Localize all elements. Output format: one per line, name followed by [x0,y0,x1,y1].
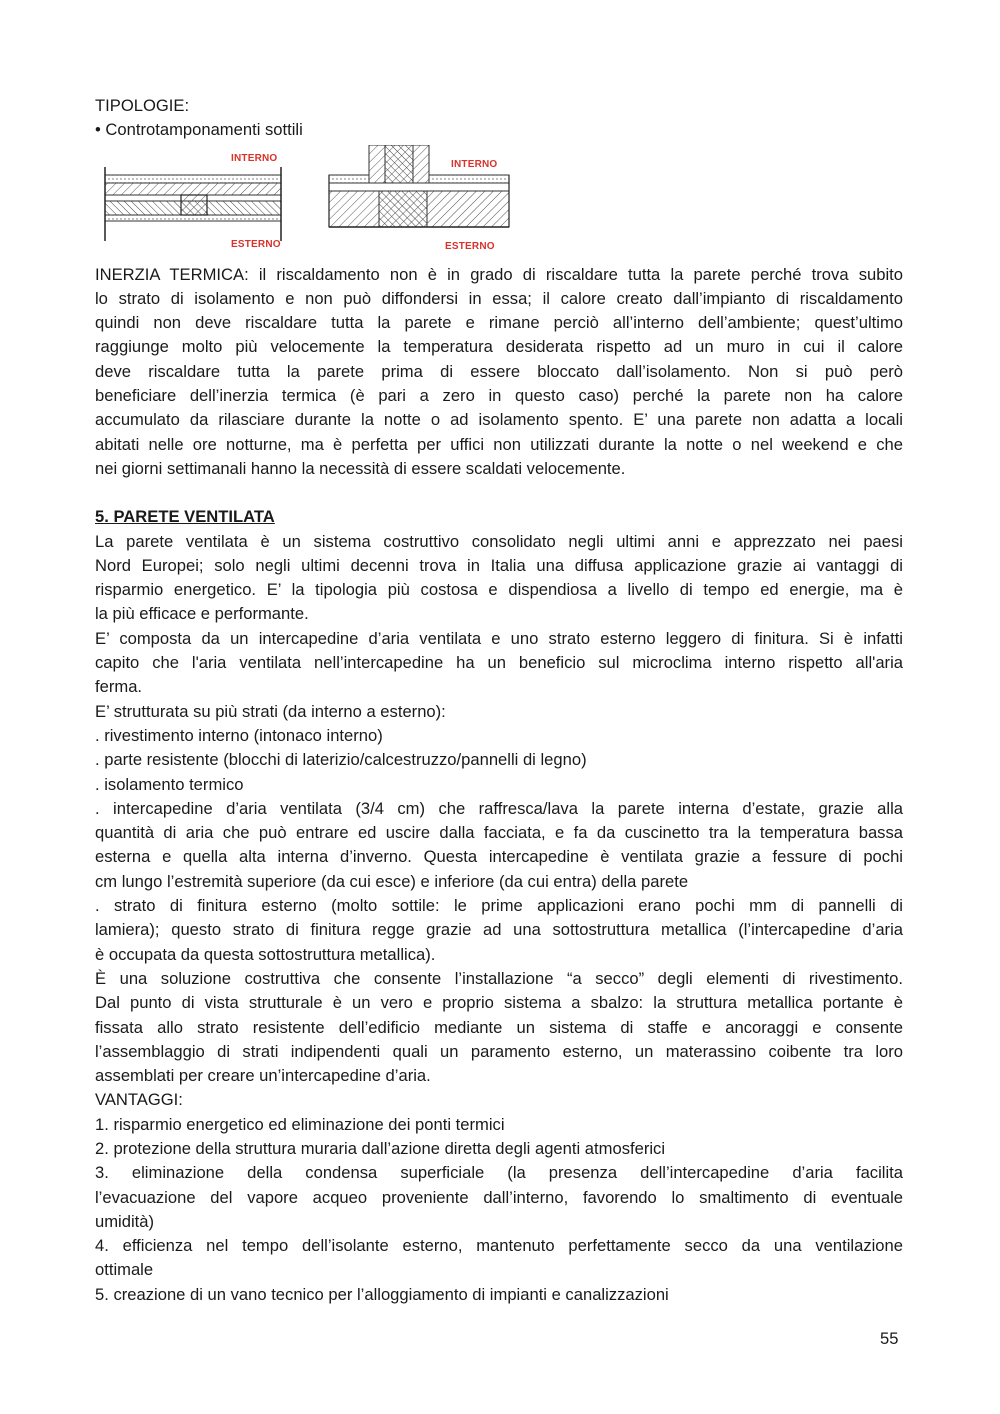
paragraph-line: assemblati per creare un’intercapedine d’aria. [95,1066,431,1086]
document-page [95,94,903,1307]
paragraph-line: abitati nelle ore notturne, ma è perfetta per uffici non utilizzati durante la notte o nel weekend e che [95,434,903,454]
paragraph-line: l’evacuazione del vapore acqueo proveniente dall’interno, favorendo lo smaltimento di eventuale [95,1187,903,1207]
figure-2-external-label: ESTERNO [445,240,495,252]
paragraph-line: Nord Europei; solo negli ultimi decenni trova in Italia una diffusa applicazione grazie ai vantaggi di [95,555,903,575]
wall-section-figures [95,145,903,263]
vantaggi-item-5: 5. creazione di un vano tecnico per l’alloggiamento di impianti e canalizzazioni [95,1284,669,1304]
paragraph-line: raggiunge molto più velocemente la temperatura desiderata rispetto ad un muro in cui il calore [95,337,903,357]
layer-item: . parte resistente (blocchi di laterizio/calcestruzzo/pannelli di legno) [95,750,587,770]
paragraph-line: è occupata da questa sottostruttura metallica). [95,944,436,964]
paragraph-line: umidità) [95,1211,155,1231]
paragraph-line: esterna e quella alta interna d’inverno. Questa intercapedine è ventilata grazie a fessure di pochi [95,847,903,867]
section-heading: 5. PARETE VENTILATA [95,507,275,527]
page-number: 55 [880,1329,899,1348]
paragraph-line: quantità di aria che può entrare ed uscire dalla facciata, e fa da cuscinetto tra la temperatura bassa [95,823,903,843]
figure-controtamponamento-1 [103,145,293,257]
inerzia-termica-paragraph [95,263,903,482]
intro-paragraph [95,530,903,627]
layer-item: . isolamento termico [95,774,244,794]
paragraph-line: capito che l'aria ventilata nell’intercapedine ha un beneficio sul microclima interno rispetto all'aria [95,653,903,673]
finitura-paragraph [95,894,903,967]
vantaggi-item-1: 1. risparmio energetico ed eliminazione dei ponti termici [95,1114,505,1134]
paragraph-line: accumulato da rilasciare durante la notte o ad isolamento spento. E’ una parete non adatta a locali [95,410,903,430]
paragraph-spacer [95,481,903,505]
paragraph-line: INERZIA TERMICA: il riscaldamento non è in grado di riscaldare tutta la parete perché trova subito [95,264,903,284]
paragraph-line: lo strato di isolamento e non può diffondersi in essa; il calore creato dall’impianto di riscaldamento [95,288,903,308]
paragraph-line: La parete ventilata è un sistema costruttivo consolidato negli ultimi anni e apprezzato nei paesi [95,531,903,551]
figure-1-external-label: ESTERNO [231,238,281,250]
paragraph-line: ottimale [95,1260,154,1280]
tipologie-title: TIPOLOGIE: [95,96,190,115]
paragraph-line: . strato di finitura esterno (molto sottile: le prime applicazioni erano pochi mm di pannelli di [95,896,903,916]
paragraph-line: nei giorni settimanali hanno la necessità di essere scaldati velocemente. [95,458,626,478]
tipologie-bullet: • Controtamponamenti sottili [95,120,303,140]
paragraph-line: . intercapedine d’aria ventilata (3/4 cm) che raffresca/lava la parete interna d’estate, grazie alla [95,798,903,818]
secco-paragraph [95,967,903,1088]
layers-title: E’ strutturata su più strati (da interno a esterno): [95,701,446,721]
figure-controtamponamento-2 [327,145,517,257]
paragraph-line: la più efficace e performante. [95,604,309,624]
vantaggi-item-3 [95,1161,903,1234]
paragraph-line: È una soluzione costruttiva che consente l’installazione “a secco” degli elementi di rivestimento. [95,968,903,988]
vantaggi-item-4 [95,1234,903,1283]
paragraph-line: E’ composta da un intercapedine d’aria ventilata e uno strato esterno leggero di finitura. Si è infatti [95,628,903,648]
vantaggi-item-2: 2. protezione della struttura muraria dall’azione diretta degli agenti atmosferici [95,1138,666,1158]
paragraph-line: Dal punto di vista strutturale è un vero e proprio sistema a sbalzo: la struttura metallica portante è [95,993,903,1013]
paragraph-line: quindi non deve riscaldare tutta la parete e rimane perciò all’interno dell’ambiente; quest’ultimo [95,313,903,333]
layer-item: . rivestimento interno (intonaco interno) [95,725,383,745]
figure-2-internal-label: INTERNO [451,158,498,170]
paragraph-line: risparmio energetico. E’ la tipologia più costosa e dispendiosa a livello di tempo ed energie, ma è [95,580,903,600]
intercapedine-paragraph [95,797,903,894]
paragraph-line: 4. efficienza nel tempo dell’isolante esterno, mantenuto perfettamente secco da una ventilazione [95,1236,903,1256]
paragraph-line: l’assemblaggio di strati indipendenti quali un paramento esterno, un materassino coibente tra loro [95,1041,903,1061]
composition-paragraph [95,627,903,700]
paragraph-line: beneficiare dell’inerzia termica (è pari a zero in questo caso) perché la parete non ha calore [95,386,903,406]
paragraph-line: ferma. [95,677,143,697]
vantaggi-title: VANTAGGI: [95,1090,183,1110]
paragraph-line: 3. eliminazione della condensa superficiale (la presenza dell’intercapedine d’aria facilita [95,1163,903,1183]
paragraph-line: deve riscaldare tutta la parete prima di essere bloccato dall’isolamento. Non si può però [95,361,903,381]
figure-1-internal-label: INTERNO [231,152,278,164]
paragraph-line: lamiera); questo strato di finitura regge grazie ad una sottostruttura metallica (l’intercapedine d’aria [95,920,903,940]
paragraph-line: cm lungo l’estremità superiore (da cui esce) e inferiore (da cui entra) della parete [95,871,689,891]
paragraph-line: fissata allo strato resistente dell’edificio mediante un sistema di staffe e ancoraggi e consente [95,1017,903,1037]
